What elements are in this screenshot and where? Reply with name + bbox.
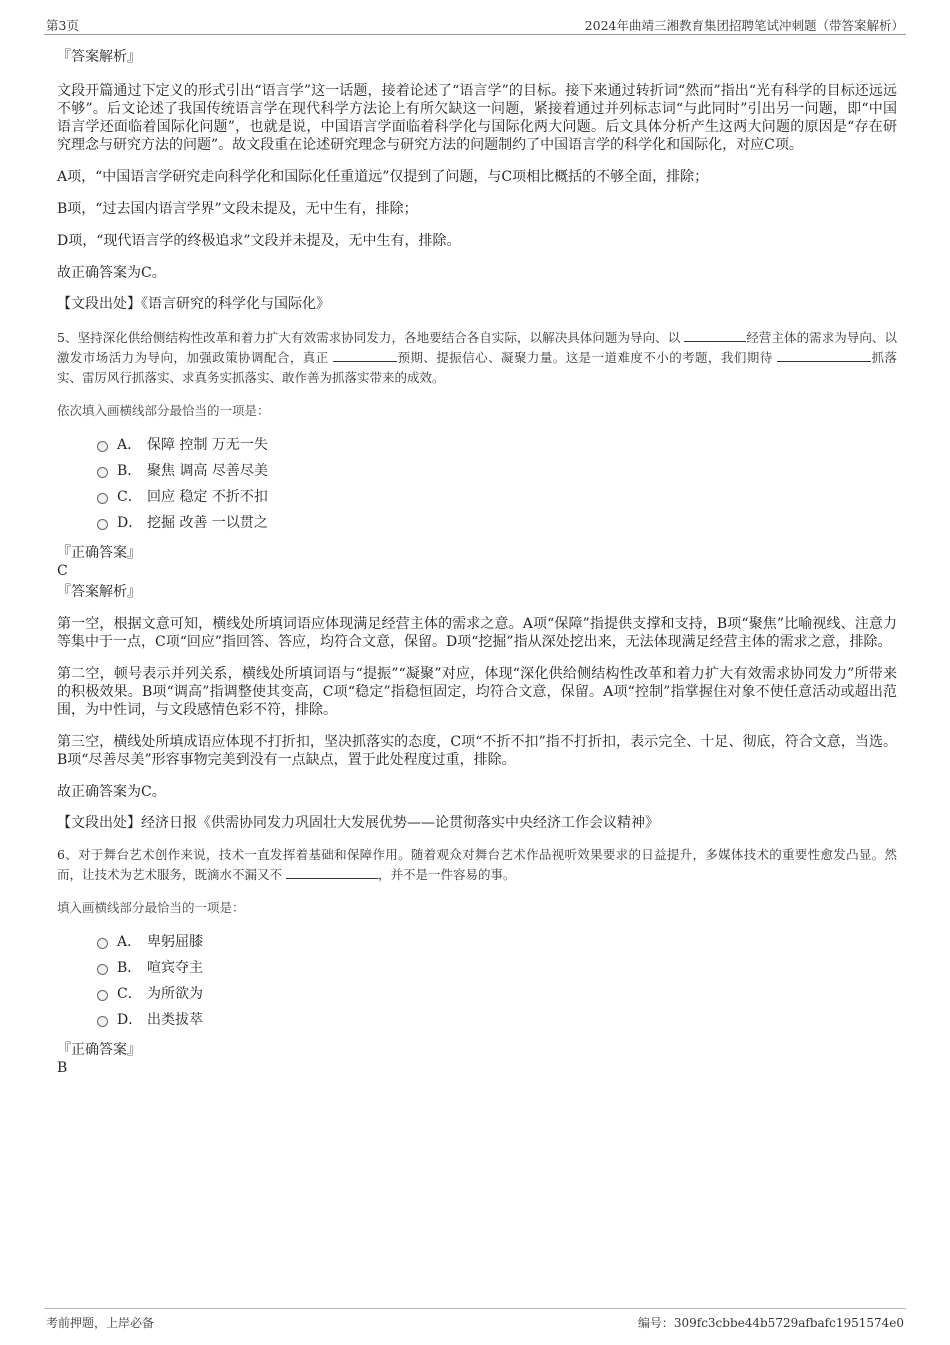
page-footer xyxy=(44,1308,906,1333)
fill-blank xyxy=(684,328,746,342)
answer-value: C xyxy=(57,563,68,579)
analysis-paragraph: D项，“现代语言学的终极追求”文段并未提及，无中生有，排除。 xyxy=(57,233,461,249)
option-list xyxy=(57,432,897,536)
option-d[interactable] xyxy=(57,510,897,536)
question-text xyxy=(57,328,897,388)
analysis-paragraph: 第二空，顿号表示并列关系，横线处所填词语与“提振”“凝聚”对应，体现“深化供给侧结构性改革和着力扩大有效需求协同发力”所带来的积极效果。B项“调高”指调整使其变高，C项“稳定”指稳恒固定，均符合文意，保留。A项“控制”指掌握住对象不使任意活动或超出范围，为中性词，与文段感情色彩不符，排除。 xyxy=(57,666,897,718)
radio-icon[interactable] xyxy=(97,493,108,504)
option-text: 保障 控制 万无一失 xyxy=(147,437,268,453)
question-text xyxy=(57,845,897,885)
source-line xyxy=(57,813,897,833)
source-title: 《语言研究的科学化与国际化》 xyxy=(141,296,330,312)
answer-label: 『正确答案』 xyxy=(57,1042,141,1058)
option-a[interactable] xyxy=(57,432,897,458)
analysis-paragraph: 第一空，根据文意可知，横线处所填词语应体现满足经营主体的需求之意。A项“保障”指提供支撑和支持，B项“聚焦”比喻视线、注意力等集中于一点，C项“回应”指回答、答应，均符合文意，保留。D项“挖掘”指从深处挖出来，无法体现满足经营主体的需求之意，排除。 xyxy=(57,616,897,650)
analysis-label: 『答案解析』 xyxy=(57,584,141,600)
radio-icon[interactable] xyxy=(97,519,108,530)
q4-analysis-section xyxy=(57,46,897,314)
radio-icon[interactable] xyxy=(97,441,108,452)
question-text-part: 抓落实、雷厉风行抓落实、求真务实抓落实、敢作善为抓落实带来的成效。 xyxy=(57,350,897,385)
page-number: 第3页 xyxy=(46,18,79,33)
answer-label: 『正确答案』 xyxy=(57,545,141,561)
option-letter: A． xyxy=(117,934,142,950)
conclusion-text: 故正确答案为C。 xyxy=(57,265,166,281)
option-b[interactable] xyxy=(57,458,897,484)
radio-icon[interactable] xyxy=(97,1016,108,1027)
option-letter: C． xyxy=(117,986,142,1002)
source-title: 经济日报《供需协同发力巩固壮大发展优势——论贯彻落实中央经济工作会议精神》 xyxy=(141,815,659,831)
source-label: 【文段出处】 xyxy=(57,815,141,831)
question-text-part: ，并不是一件容易的事。 xyxy=(378,867,516,882)
option-c[interactable] xyxy=(57,981,897,1007)
option-text: 出类拔萃 xyxy=(147,1012,203,1028)
analysis-paragraph: 第三空，横线处所填成语应体现不打折扣，坚决抓落实的态度，C项“不折不扣”指不打折扣，表示完全、十足、彻底，符合文意，当选。B项“尽善尽美”形容事物完美到没有一点缺点，置于此处程度过重，排除。 xyxy=(57,734,897,768)
option-text: 喧宾夺主 xyxy=(147,960,203,976)
page-header xyxy=(44,14,906,35)
question-6 xyxy=(57,845,897,1077)
fill-blank xyxy=(333,348,397,362)
option-letter: B． xyxy=(117,463,142,479)
question-text-part: 6、对于舞台艺术创作来说，技术一直发挥着基础和保障作用。随着观众对舞台艺术作品视听效果要求的日益提升，多媒体技术的重要性愈发凸显。然而，让技术为艺术服务，既滴水不漏又不 xyxy=(57,847,897,882)
page-content xyxy=(57,44,897,1077)
question-text-part: 5、坚持深化供给侧结构性改革和着力扩大有效需求协同发力，各地要结合各自实际，以解决具体问题为导向、以 xyxy=(57,330,681,345)
option-list xyxy=(57,929,897,1033)
radio-icon[interactable] xyxy=(97,990,108,1001)
document-id: 编号：309fc3cbbe44b5729afbafc1951574e0 xyxy=(637,1316,904,1330)
option-b[interactable] xyxy=(57,955,897,981)
conclusion-text: 故正确答案为C。 xyxy=(57,784,166,800)
analysis-paragraph: A项，“中国语言学研究走向科学化和国际化任重道远”仅提到了问题，与C项相比概括的不够全面，排除； xyxy=(57,169,709,185)
analysis-paragraph: B项，“过去国内语言学界”文段未提及，无中生有，排除； xyxy=(57,201,418,217)
option-letter: B． xyxy=(117,960,142,976)
option-text: 回应 稳定 不折不扣 xyxy=(147,489,268,505)
radio-icon[interactable] xyxy=(97,938,108,949)
option-d[interactable] xyxy=(57,1007,897,1033)
question-prompt: 依次填入画横线部分最恰当的一项是： xyxy=(57,403,270,418)
analysis-paragraph: 文段开篇通过下定义的形式引出“语言学”这一话题，接着论述了“语言学”的目标。接下来通过转折词“然而”指出“光有科学的目标还远远不够”。后文论述了我国传统语言学在现代科学方法论上有所欠缺这一问题，紧接着通过并列标志词“与此同时”引出另一问题，即“中国语言学还面临着国际化问题”，也就是说，中国语言学面临着科学化与国际化两大问题。后文具体分析产生这两大问题的原因是“存在研究理念与研究方法的问题”。故文段重在论述研究理念与研究方法的问题制约了中国语言学的科学化和国际化，对应C项。 xyxy=(57,83,897,153)
answer-value: B xyxy=(57,1060,68,1076)
footer-slogan: 考前押题，上岸必备 xyxy=(46,1316,155,1330)
source-label: 【文段出处】 xyxy=(57,296,141,312)
question-prompt: 填入画横线部分最恰当的一项是： xyxy=(57,900,245,915)
analysis-label: 『答案解析』 xyxy=(57,49,141,65)
option-text: 挖掘 改善 一以贯之 xyxy=(147,515,268,531)
question-text-part: 经营主体的需求为导向、以激发市场活力为导向，加强政策协调配合，真正 xyxy=(57,330,897,365)
option-c[interactable] xyxy=(57,484,897,510)
option-letter: D． xyxy=(117,515,143,531)
fill-blank xyxy=(777,348,871,362)
option-letter: C． xyxy=(117,489,142,505)
radio-icon[interactable] xyxy=(97,964,108,975)
option-text: 卑躬屈膝 xyxy=(147,934,203,950)
option-letter: D． xyxy=(117,1012,143,1028)
option-a[interactable] xyxy=(57,929,897,955)
question-5 xyxy=(57,328,897,833)
radio-icon[interactable] xyxy=(97,467,108,478)
fill-blank xyxy=(286,865,378,879)
source-line xyxy=(57,294,897,314)
option-text: 聚焦 调高 尽善尽美 xyxy=(147,463,268,479)
question-text-part: 预期、提振信心、凝聚力量。这是一道难度不小的考题，我们期待 xyxy=(397,350,773,365)
option-text: 为所欲为 xyxy=(147,986,203,1002)
option-letter: A． xyxy=(117,437,142,453)
document-title: 2024年曲靖三湘教育集团招聘笔试冲刺题（带答案解析） xyxy=(584,18,904,33)
